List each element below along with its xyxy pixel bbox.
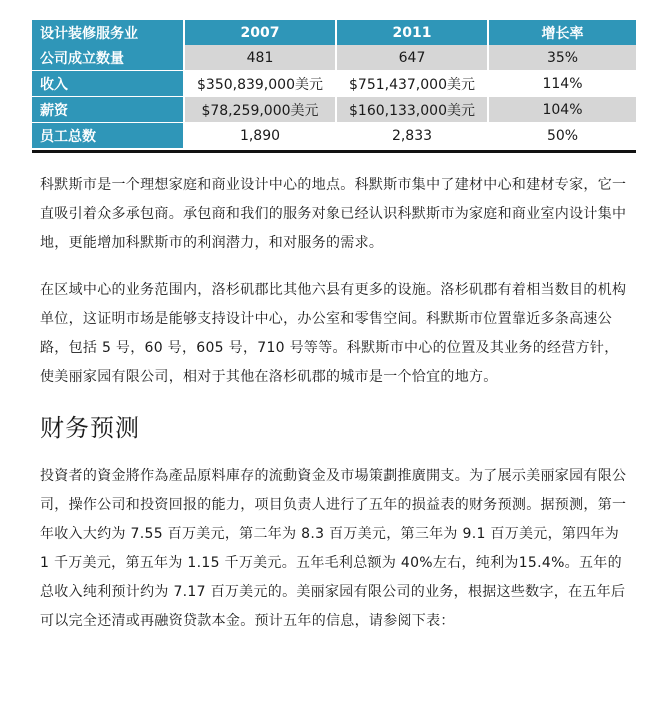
cell-growth: 104% xyxy=(488,97,636,123)
table-bottom-rule xyxy=(32,150,636,153)
table-header-row xyxy=(32,20,636,45)
cell-2011: 2,833 xyxy=(336,123,488,149)
row-label: 员工总数 xyxy=(32,123,184,149)
table-row xyxy=(32,123,636,149)
paragraph-forecast: 投資者的資金將作為產品原料庫存的流動資金及市場策劃推廣開支。为了展示美丽家园有限公司，操作公司和投资回报的能力，项目负责人进行了五年的损益表的财务预测。据预测，第一年收入大约为 7.55 百万美元，第二年为 8.3 百万美元，第三年为 9.1 百万美元，第四年为 1 千万美元，第五年为 1.15 千万美元。五年毛利总额为 40%左右，纯利为15.4%。五年的总收入纯利预计约为 7.17 百万美元的。美丽家园有限公司的业务，根据这些数字，在五年后可以完全还清或再融资贷款本金。预计五年的信息，请参阅下表： xyxy=(40,468,627,629)
cell-growth: 114% xyxy=(488,71,636,97)
header-growth: 增长率 xyxy=(488,20,636,45)
header-2011: 2011 xyxy=(336,20,488,45)
row-label: 收入 xyxy=(32,71,184,97)
cell-2007: 1,890 xyxy=(184,123,336,149)
header-industry: 设计装修服务业 xyxy=(32,20,184,45)
cell-2011: $751,437,000美元 xyxy=(336,71,488,97)
industry-stats-table xyxy=(32,20,636,149)
cell-2007: $78,259,000美元 xyxy=(184,97,336,123)
cell-2011: $160,133,000美元 xyxy=(336,97,488,123)
paragraph-location: 科默斯市是一个理想家庭和商业设计中心的地点。科默斯市集中了建材中心和建材专家，它一直吸引着众多承包商。承包商和我们的服务对象已经认识科默斯市为家庭和商业室内设计集中地，更能增加科默斯市的利润潜力，和对服务的需求。 xyxy=(40,177,627,251)
cell-growth: 35% xyxy=(488,45,636,71)
table-row xyxy=(32,97,636,123)
cell-2011: 647 xyxy=(336,45,488,71)
section-heading-financial-forecast: 财务预测 xyxy=(40,414,140,442)
row-label: 薪资 xyxy=(32,97,184,123)
row-label: 公司成立数量 xyxy=(32,45,184,71)
cell-2007: 481 xyxy=(184,45,336,71)
table-row xyxy=(32,45,636,71)
table-row xyxy=(32,71,636,97)
header-2007: 2007 xyxy=(184,20,336,45)
cell-growth: 50% xyxy=(488,123,636,149)
document-page xyxy=(32,20,636,636)
cell-2007: $350,839,000美元 xyxy=(184,71,336,97)
paragraph-market: 在区域中心的业务范围内，洛杉矶郡比其他六县有更多的设施。洛杉矶郡有着相当数目的机构单位，这证明市场是能够支持设计中心，办公室和零售空间。科默斯市位置靠近多条高速公路，包括 5 号，60 号，605 号，710 号等等。科默斯市中心的位置及其业务的经营方针，使美丽家园有限公司，相对于其他在洛杉矶郡的城市是一个恰宜的地方。 xyxy=(40,282,627,385)
